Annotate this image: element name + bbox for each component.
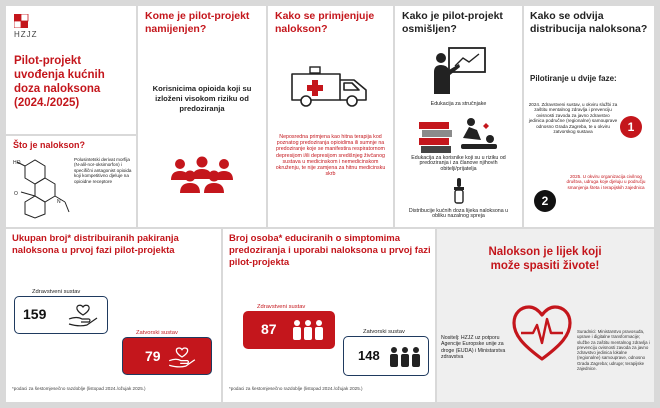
hand-heart-icon bbox=[167, 346, 197, 368]
phase-number: 2 bbox=[541, 194, 549, 208]
project-title: Pilot-projekt uvođenja kućnih doza naloksona (2024./2025) bbox=[14, 55, 105, 109]
application-text: Neposredna primjena kao hitna terapija kod poznatog predoziranja opioidima ili sumnje na predoziranje koje se manifestira respiratornom depresijom i/ili depresijom središnjeg živčanog sustava u medicinskom i nemedicinskom okruženju, te nije zamjena za hitnu medicinsku skrb bbox=[275, 134, 386, 178]
design-heading: Kako je pilot-projekt osmišljen? bbox=[402, 10, 503, 35]
slogan-panel bbox=[437, 229, 654, 402]
target-heading: Kome je pilot-projekt namijenjen? bbox=[145, 10, 250, 35]
distribution-panel bbox=[524, 6, 654, 227]
naloxone-structure-icon bbox=[11, 156, 73, 222]
kits-panel bbox=[6, 229, 221, 402]
application-panel bbox=[268, 6, 393, 227]
design-step-label: Edukacija za korisnike koji su u riziku od predoziranja i za članove njihovih obitelji/prijatelja bbox=[411, 155, 506, 172]
health-kits-label: Zdravstveni sustav bbox=[32, 289, 81, 295]
svg-text:O: O bbox=[14, 191, 18, 197]
prison-educated-box bbox=[343, 336, 429, 376]
design-step-label: Edukacija za stručnjake bbox=[430, 101, 487, 107]
design-panel bbox=[395, 6, 522, 227]
svg-text:N: N bbox=[57, 199, 61, 205]
books-cpr-icon bbox=[417, 114, 501, 154]
phase-badge bbox=[534, 190, 556, 212]
hand-heart-icon bbox=[67, 303, 99, 327]
kits-heading: Ukupan broj* distribuiranih pakiranja naloksona u prvoj fazi pilot-projekta bbox=[12, 233, 179, 256]
education-footnote: *podaci za šestomjesečno razdoblje (listopad 2024./ožujak 2025.) bbox=[229, 386, 363, 391]
teacher-board-icon bbox=[431, 46, 487, 98]
phase-badge bbox=[620, 116, 642, 138]
phase-text: 2024. Zdravstveni sustav, u okviru službi za zaštitu mentalnog zdravlja i prevenciju ovisnosti zavoda za javno zdravstvo jedinica područne (regionalne) samouprave odnosno Grada Zagreba, te u okviru zatvorskog sustava bbox=[528, 102, 618, 135]
health-educated-value: 87 bbox=[261, 321, 277, 337]
phase-number: 1 bbox=[627, 120, 635, 134]
prison-kits-box bbox=[122, 337, 212, 375]
prison-educated-value: 148 bbox=[358, 348, 380, 363]
nasal-spray-icon bbox=[451, 178, 467, 204]
health-kits-box bbox=[14, 296, 108, 334]
prison-kits-label: Zatvorski sustav bbox=[136, 330, 178, 336]
prison-educated-label: Zatvorski sustav bbox=[363, 329, 405, 335]
education-panel bbox=[223, 229, 435, 402]
distribution-heading: Kako se odvija distribucija naloksona? bbox=[530, 10, 648, 35]
people-icon bbox=[291, 319, 325, 341]
logo-text: HZJZ bbox=[14, 30, 38, 39]
hzjz-logo bbox=[14, 14, 38, 39]
svg-text:HO: HO bbox=[13, 160, 21, 166]
phase-text: 2025. U okviru organizacija civilnog društva, udruga koje djeluju u području smanjenja šteta i terapijskih zajednica bbox=[566, 174, 646, 190]
people-icon bbox=[388, 346, 422, 368]
naloxone-panel bbox=[6, 136, 136, 227]
partners-text: Suradnici: Ministarstvo pravosuđa, uprave i digitalne transformacije; službe za zaštitu mentalnog zdravlja i prevenciju ovisnosti zavoda za javno zdravstvo jedinica lokalne (regionalne) samouprave, odnosno Grada Zagreba; udruge; terapijske zajednice. bbox=[577, 329, 650, 372]
health-educated-label: Zdravstveni sustav bbox=[257, 304, 306, 310]
target-panel bbox=[138, 6, 266, 227]
group-people-icon bbox=[168, 156, 236, 194]
health-educated-box bbox=[243, 311, 335, 349]
title-panel bbox=[6, 6, 136, 134]
slogan-text: Nalokson je lijek koji može spasiti živote! bbox=[488, 246, 602, 272]
prison-kits-value: 79 bbox=[145, 348, 161, 364]
health-kits-value: 159 bbox=[23, 306, 47, 322]
application-heading: Kako se primjenjuje nalokson? bbox=[275, 10, 375, 35]
carrier-text: Nositelj: HZJZ uz potporu Agencije Europske unije za droge (EUDA) i Ministarstva zdravstva bbox=[441, 335, 506, 361]
distribution-subheading: Pilotiranje u dvije faze: bbox=[530, 74, 617, 83]
naloxone-description: Polusintetski derivat morfija (N-alil-nor-oksimorfon) i specifični antagonist opioida koji kompetitivno djeluje na opioidne receptore bbox=[74, 157, 132, 184]
heart-pulse-icon bbox=[511, 303, 573, 365]
design-step-label: Distribucije kućnih doza lijeka naloksona u obliku nazalnog spreja bbox=[408, 208, 509, 220]
logo-mark-icon bbox=[14, 14, 34, 28]
education-heading: Broj osoba* educiranih o simptomima predoziranja i uporabi naloksona u prvoj fazi pilot-projekta bbox=[229, 233, 431, 268]
kits-footnote: *podaci za šestomjesečno razdoblje (listopad 2024./ožujak 2025.) bbox=[12, 386, 146, 391]
naloxone-heading: Što je nalokson? bbox=[13, 140, 86, 150]
target-text: Korisnicima opioida koji su izloženi visokom riziku od predoziranja bbox=[152, 84, 252, 113]
ambulance-icon bbox=[288, 64, 372, 110]
